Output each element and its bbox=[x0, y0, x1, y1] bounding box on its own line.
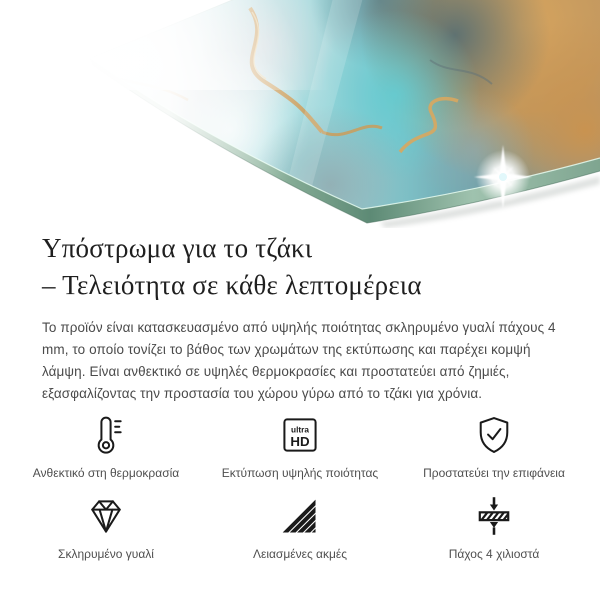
feature-grid bbox=[9, 413, 591, 561]
feature-label: Ανθεκτικό στη θερμοκρασία bbox=[32, 466, 180, 480]
ultra-hd-text-small: ultra bbox=[291, 425, 309, 435]
shield-check-icon bbox=[472, 413, 516, 457]
feature-label: Λειασμένες ακμές bbox=[252, 547, 348, 561]
feature-surface-protection bbox=[397, 413, 591, 480]
thermometer-icon bbox=[84, 413, 128, 457]
feature-temperature-resistant bbox=[9, 413, 203, 480]
feature-thickness bbox=[397, 494, 591, 561]
content-area bbox=[0, 230, 600, 561]
diamond-icon bbox=[84, 494, 128, 538]
ultra-hd-icon bbox=[278, 413, 322, 457]
polished-edges-icon bbox=[278, 494, 322, 538]
feature-label: Προστατεύει την επιφάνεια bbox=[423, 466, 565, 480]
feature-print-quality bbox=[203, 413, 397, 480]
title-line-1: Υπόστρωμα για το τζάκι bbox=[42, 233, 313, 263]
title-line-2: – Τελειότητα σε κάθε λεπτομέρεια bbox=[42, 270, 422, 300]
hero-image bbox=[0, 0, 600, 228]
feature-tempered-glass bbox=[9, 494, 203, 561]
feature-label: Εκτύπωση υψηλής ποιότητας bbox=[221, 466, 379, 480]
page-title bbox=[42, 230, 558, 304]
feature-label: Πάχος 4 χιλιοστά bbox=[448, 547, 540, 561]
feature-polished-edges bbox=[203, 494, 397, 561]
feature-label: Σκληρυμένο γυαλί bbox=[58, 547, 154, 561]
ultra-hd-text-large: HD bbox=[290, 434, 310, 449]
thickness-icon bbox=[472, 494, 516, 538]
glass-panel-photo bbox=[0, 0, 600, 228]
product-description: Το προϊόν είναι κατασκευασμένο από υψηλής ποιότητας σκληρυμένο γυαλί πάχους 4 mm, το οποίο τονίζει το βάθος των χρωμάτων της εκτύπωσης και παρέχει κομψή λάμψη. Είναι ανθεκτικό σε υψηλές θερμοκρασίες και προστατεύει από ζημιές, εξασφαλίζοντας την προστασία του χώρου γύρω από το τζάκι για χρόνια. bbox=[42, 320, 556, 401]
